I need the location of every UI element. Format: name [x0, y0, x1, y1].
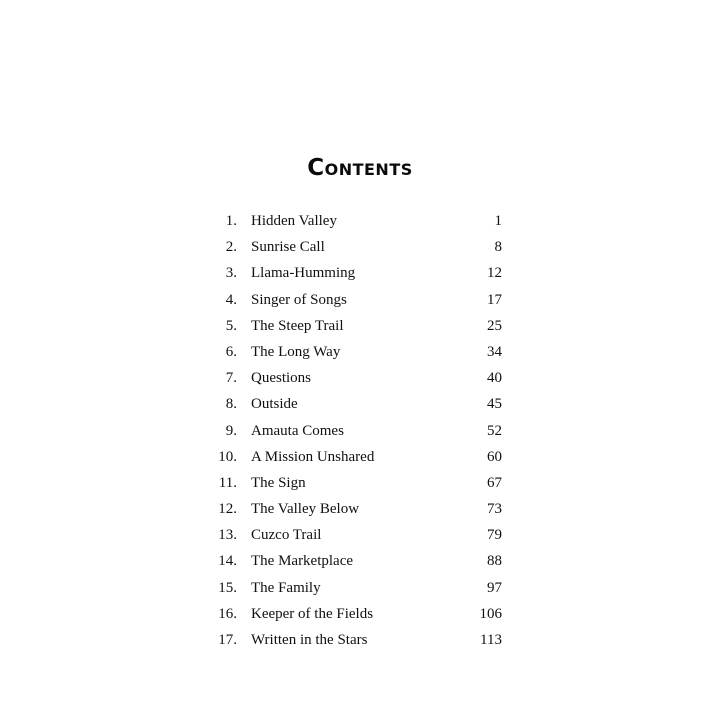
chapter-title: The Long Way [251, 343, 341, 360]
page-number: 60 [487, 448, 502, 465]
chapter-title: The Valley Below [251, 501, 360, 518]
page-number: 88 [487, 553, 502, 570]
chapter-title: Keeper of the Fields [251, 605, 374, 622]
chapter-number: 15. [218, 579, 237, 596]
chapter-number: 12. [218, 501, 237, 518]
page-title: Contents [307, 155, 413, 181]
toc-entry [210, 548, 510, 574]
page-number: 8 [494, 239, 502, 256]
toc-entry [210, 391, 510, 417]
chapter-number: 14. [218, 553, 237, 570]
chapter-number: 11. [218, 474, 237, 491]
chapter-number: 9. [225, 422, 237, 439]
chapter-number: 8. [225, 396, 237, 413]
toc-entry [210, 627, 510, 653]
page-number: 97 [487, 579, 502, 596]
chapter-number: 3. [225, 265, 237, 282]
chapter-title: The Sign [251, 474, 306, 491]
page-number: 113 [480, 632, 502, 648]
toc-entry [210, 496, 510, 522]
page-number: 106 [479, 605, 502, 622]
toc-entry [210, 522, 510, 548]
chapter-number: 10. [218, 448, 237, 465]
page-number: 45 [487, 396, 502, 413]
toc-entry [210, 470, 510, 496]
toc-entry [210, 601, 510, 627]
chapter-title: Amauta Comes [251, 422, 344, 439]
chapter-number: 7. [225, 370, 237, 387]
toc-entry [210, 575, 510, 601]
page-number: 17 [487, 291, 502, 308]
page-number: 34 [487, 343, 502, 360]
chapter-number: 13. [218, 527, 237, 544]
chapter-number: 17. [218, 632, 237, 648]
chapter-title: Outside [251, 396, 298, 413]
chapter-title: The Family [251, 579, 321, 596]
toc-entry [210, 260, 510, 286]
chapter-title: The Steep Trail [251, 317, 344, 334]
toc-entry [210, 444, 510, 470]
toc-entry [210, 313, 510, 339]
chapter-title: Singer of Songs [251, 291, 347, 308]
chapter-number: 2. [225, 239, 237, 256]
toc-entry [210, 365, 510, 391]
chapter-title: Questions [251, 370, 311, 387]
page-number: 73 [487, 501, 502, 518]
page-number: 52 [487, 422, 502, 439]
chapter-title: A Mission Unshared [251, 448, 375, 465]
chapter-number: 6. [225, 343, 237, 360]
toc-entry [210, 208, 510, 234]
chapter-title: Hidden Valley [251, 213, 337, 229]
toc-entry [210, 339, 510, 365]
toc-entry [210, 287, 510, 313]
toc-entry [210, 234, 510, 260]
chapter-number: 16. [218, 605, 237, 622]
chapter-number: 1. [225, 213, 237, 229]
chapter-title: Written in the Stars [251, 632, 368, 648]
page-number: 12 [487, 265, 502, 282]
page-number: 25 [487, 317, 502, 334]
chapter-title: Cuzco Trail [251, 527, 322, 544]
chapter-title: The Marketplace [251, 553, 354, 570]
chapter-number: 4. [225, 291, 237, 308]
page-number: 67 [487, 474, 502, 491]
table-of-contents [210, 208, 510, 653]
page-number: 79 [487, 527, 502, 544]
chapter-number: 5. [225, 317, 237, 334]
page-number: 1 [494, 213, 502, 229]
page-number: 40 [487, 370, 502, 387]
chapter-title: Sunrise Call [251, 239, 325, 256]
toc-entry [210, 418, 510, 444]
chapter-title: Llama-Humming [251, 265, 356, 282]
